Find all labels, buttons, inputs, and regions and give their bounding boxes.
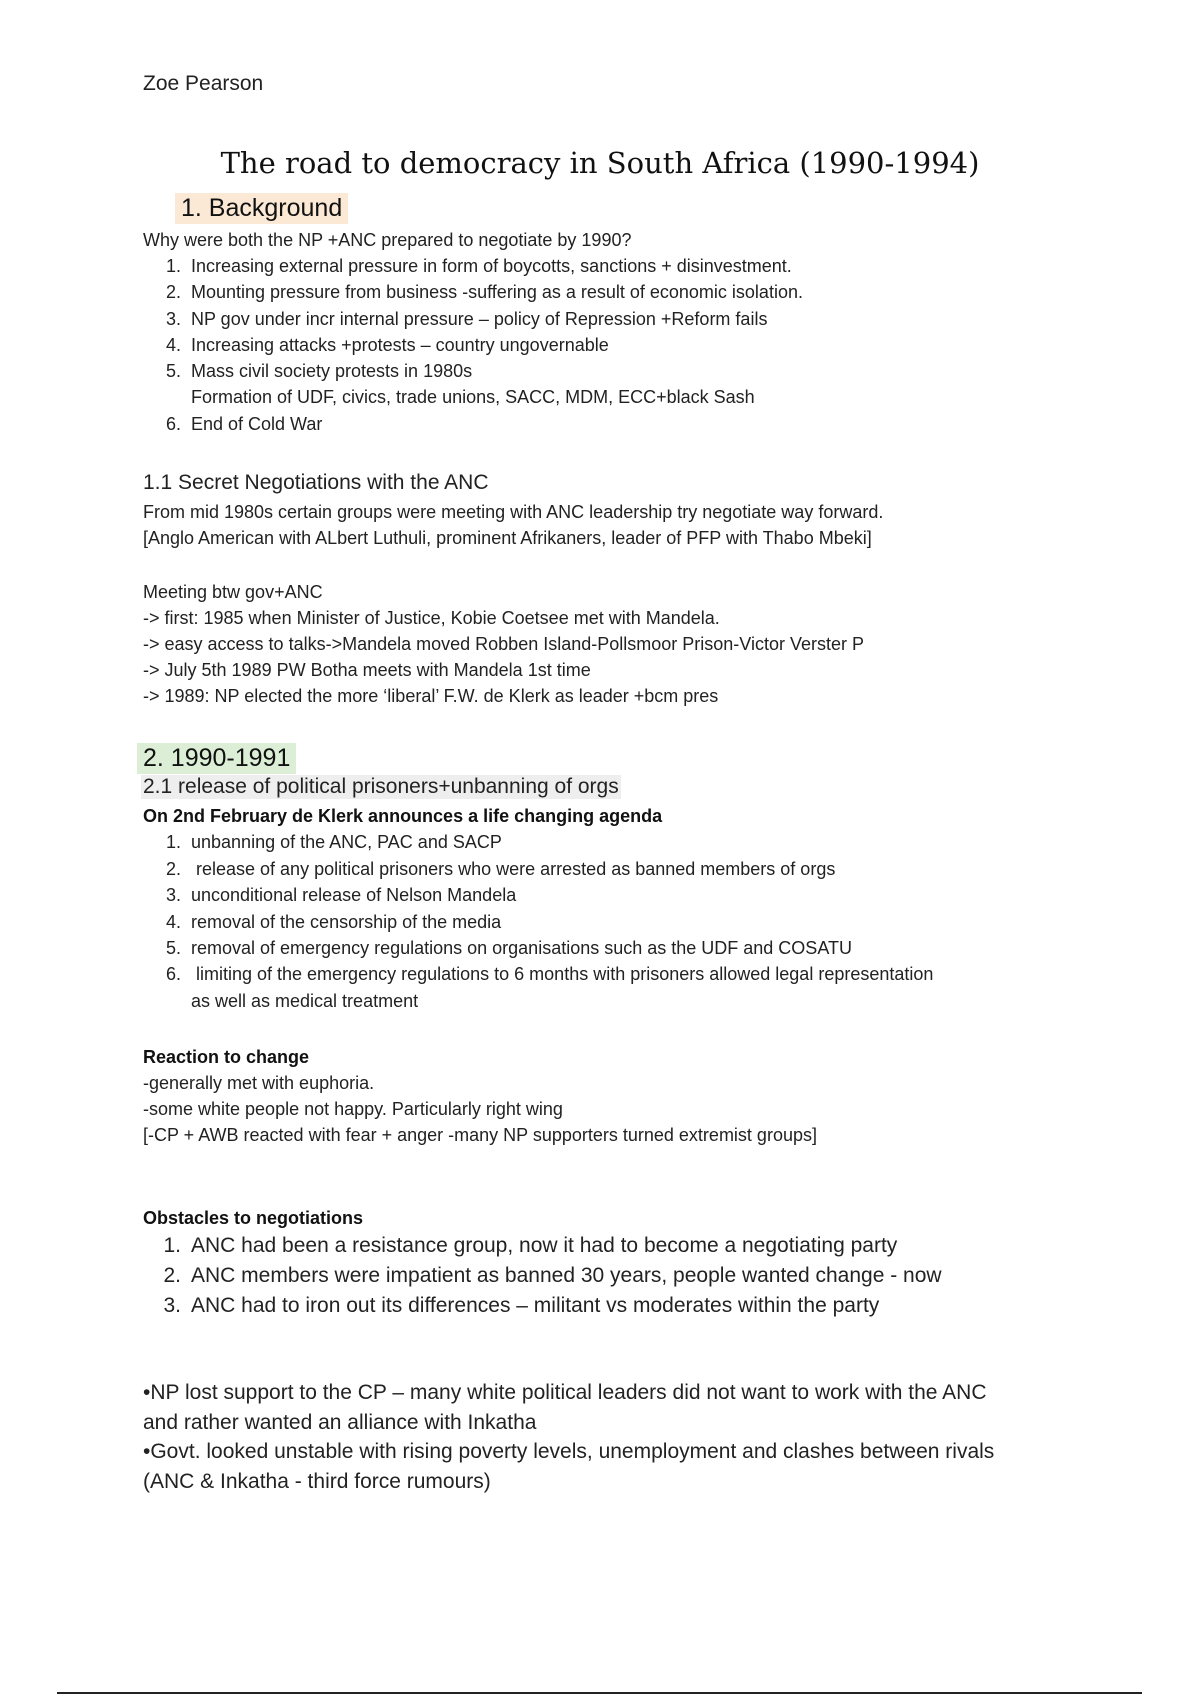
section-question: Why were both the NP +ANC prepared to negotiate by 1990? <box>143 230 632 250</box>
list-item: 6. End of Cold War <box>165 414 323 434</box>
meeting-line: -> July 5th 1989 PW Botha meets with Mandela 1st time <box>143 660 591 680</box>
reaction-line: -some white people not happy. Particularly right wing <box>143 1099 563 1119</box>
list-item: 5. removal of emergency regulations on organisations such as the UDF and COSATU <box>165 938 852 958</box>
list-item: 2. Mounting pressure from business -suffering as a result of economic isolation. <box>165 282 803 302</box>
list-item: 3. NP gov under incr internal pressure – policy of Repression +Reform fails <box>165 309 768 329</box>
section-heading-1990-1991: 2. 1990-1991 <box>137 743 296 774</box>
footer-divider <box>57 1692 1142 1694</box>
list-item: 4. removal of the censorship of the media <box>165 912 502 932</box>
page-title: The road to democracy in South Africa (1990-1994) <box>220 146 980 180</box>
list-item: 6. limiting of the emergency regulations to 6 months with prisoners allowed legal representation <box>165 964 934 984</box>
list-item: Formation of UDF, civics, trade unions, SACC, MDM, ECC+black Sash <box>191 387 755 407</box>
reaction-line: [-CP + AWB reacted with fear + anger -many NP supporters turned extremist groups] <box>143 1125 817 1145</box>
meeting-line: -> first: 1985 when Minister of Justice, Kobie Coetsee met with Mandela. <box>143 608 720 628</box>
list-item: 1. unbanning of the ANC, PAC and SACP <box>165 832 502 852</box>
bullet-line: •Govt. looked unstable with rising poverty levels, unemployment and clashes between rivals <box>143 1440 995 1463</box>
bullet-line: and rather wanted an alliance with Inkatha <box>143 1411 537 1434</box>
list-item: 3. ANC had to iron out its differences – militant vs moderates within the party <box>163 1294 880 1317</box>
list-item: 4. Increasing attacks +protests – country ungovernable <box>165 335 609 355</box>
list-item: 1. ANC had been a resistance group, now it had to become a negotiating party <box>163 1234 898 1257</box>
text-line: [Anglo American with ALbert Luthuli, prominent Afrikaners, leader of PFP with Thabo Mbeki] <box>143 528 872 548</box>
subsection-heading-release: 2.1 release of political prisoners+unbanning of orgs <box>143 775 619 798</box>
list-item: 5. Mass civil society protests in 1980s <box>165 361 473 381</box>
obstacles-title: Obstacles to negotiations <box>143 1208 364 1228</box>
bullet-line: •NP lost support to the CP – many white political leaders did not want to work with the ANC <box>143 1381 987 1404</box>
text-line: From mid 1980s certain groups were meeting with ANC leadership try negotiate way forward. <box>143 502 884 522</box>
meeting-line: -> easy access to talks->Mandela moved Robben Island-Pollsmoor Prison-Victor Verster P <box>143 634 864 654</box>
author-name: Zoe Pearson <box>143 72 264 95</box>
list-item: 2. ANC members were impatient as banned 30 years, people wanted change - now <box>163 1264 942 1287</box>
reaction-line: -generally met with euphoria. <box>143 1073 375 1093</box>
subsection-heading-secret-negotiations: 1.1 Secret Negotiations with the ANC <box>143 471 489 494</box>
meeting-title: Meeting btw gov+ANC <box>143 582 323 602</box>
list-item: 1. Increasing external pressure in form of boycotts, sanctions + disinvestment. <box>165 256 792 276</box>
reaction-title: Reaction to change <box>143 1047 310 1067</box>
list-item: 3. unconditional release of Nelson Mandela <box>165 885 517 905</box>
section-heading-background: 1. Background <box>175 193 348 224</box>
list-item: as well as medical treatment <box>191 991 419 1011</box>
meeting-line: -> 1989: NP elected the more ‘liberal’ F.W. de Klerk as leader +bcm pres <box>143 686 719 706</box>
list-item: 2. release of any political prisoners who were arrested as banned members of orgs <box>165 859 836 879</box>
bullet-line: (ANC & Inkatha - third force rumours) <box>143 1470 491 1493</box>
bold-line: On 2nd February de Klerk announces a life changing agenda <box>143 806 663 826</box>
